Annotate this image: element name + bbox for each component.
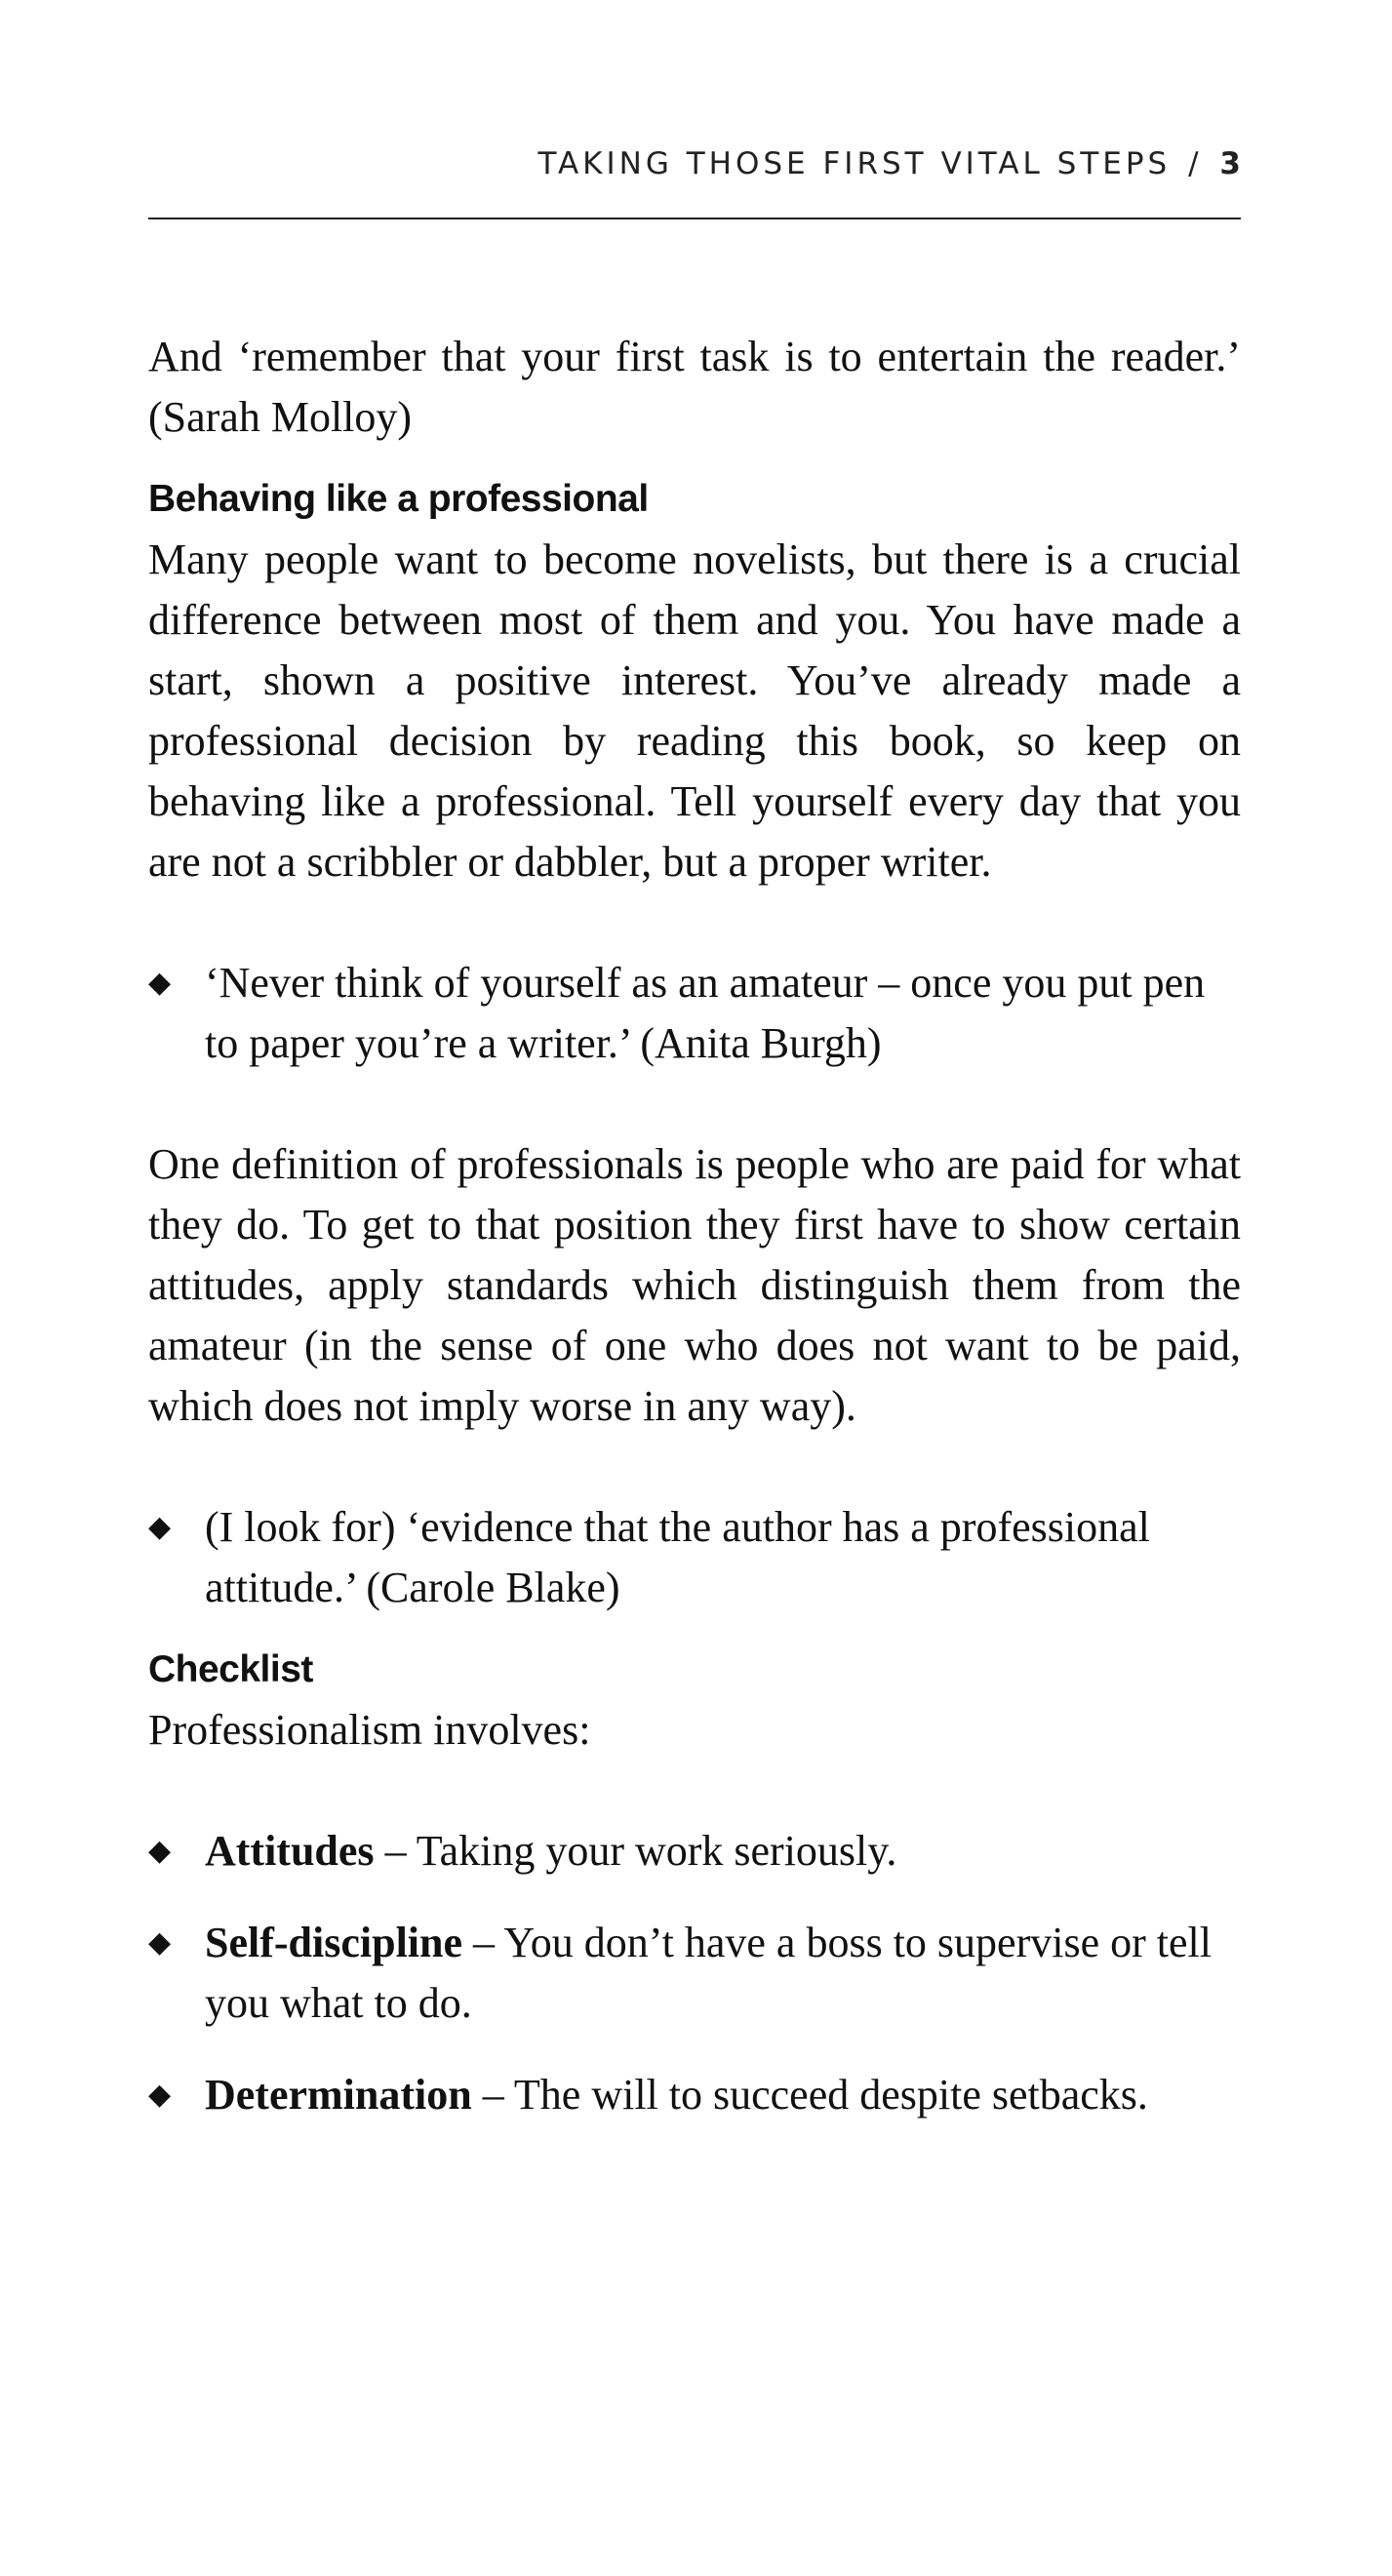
quote-item-burgh — [148, 953, 1241, 1074]
professional-paragraph: Many people want to become novelists, but there is a crucial difference between most of them and you. You have made a start, shown a positive interest. You’ve already made a professional decision by reading this book, so keep on behaving like a professional. Tell yourself every day that you are not a scribbler or dabbler, but a proper writer. — [148, 535, 1241, 886]
running-title: TAKING THOSE FIRST VITAL STEPS — [537, 146, 1172, 181]
checklist-intro: Professionalism involves: — [148, 1706, 591, 1754]
definition-paragraph: One definition of professionals is people who are paid for what they do. To get to that position they first have to show certain attitudes, apply standards which distinguish them from the amateur (in the sense of one who does not want to be paid, which does not imply worse in any way). — [148, 1140, 1241, 1430]
header-rule — [148, 218, 1241, 219]
checklist-description: – You don’t have a boss to supervise or tell you what to do. — [205, 1919, 1212, 2027]
list-item — [148, 1821, 1241, 1882]
quote-text-blake: (I look for) ‘evidence that the author has a professional attitude.’ (Carole Blake) — [205, 1503, 1150, 1611]
checklist-term: Self-discipline — [205, 1919, 463, 1966]
checklist-term: Attitudes — [205, 1827, 375, 1875]
checklist-description: – Taking your work seriously. — [374, 1827, 897, 1875]
checklist-term: Determination — [205, 2071, 472, 2119]
list-item — [148, 2065, 1241, 2125]
quote-list-1 — [148, 953, 1241, 1074]
quote-list-2 — [148, 1497, 1241, 1618]
section-heading-checklist: Checklist — [148, 1648, 313, 1690]
diamond-bullet-icon: ◆ — [148, 1835, 172, 1867]
list-item — [148, 1913, 1241, 2034]
section-heading-professional: Behaving like a professional — [148, 478, 649, 520]
header-separator: / — [1188, 146, 1203, 181]
diamond-bullet-icon: ◆ — [148, 2079, 172, 2111]
book-page — [148, 0, 1241, 2576]
quote-item-blake — [148, 1497, 1241, 1618]
page-body — [148, 327, 1241, 2125]
intro-paragraph: And ‘remember that your first task is to entertain the reader.’ (Sarah Molloy) — [148, 333, 1241, 441]
diamond-bullet-icon: ◆ — [148, 1511, 172, 1543]
diamond-bullet-icon: ◆ — [148, 967, 172, 999]
quote-text-burgh: ‘Never think of yourself as an amateur – once you put pen to paper you’re a writer.’ (Anita Burgh) — [205, 959, 1206, 1067]
running-header — [537, 146, 1241, 181]
checklist-items — [148, 1821, 1241, 2125]
checklist-description: – The will to succeed despite setbacks. — [471, 2071, 1148, 2119]
diamond-bullet-icon: ◆ — [148, 1926, 172, 1959]
page-number: 3 — [1219, 146, 1241, 181]
